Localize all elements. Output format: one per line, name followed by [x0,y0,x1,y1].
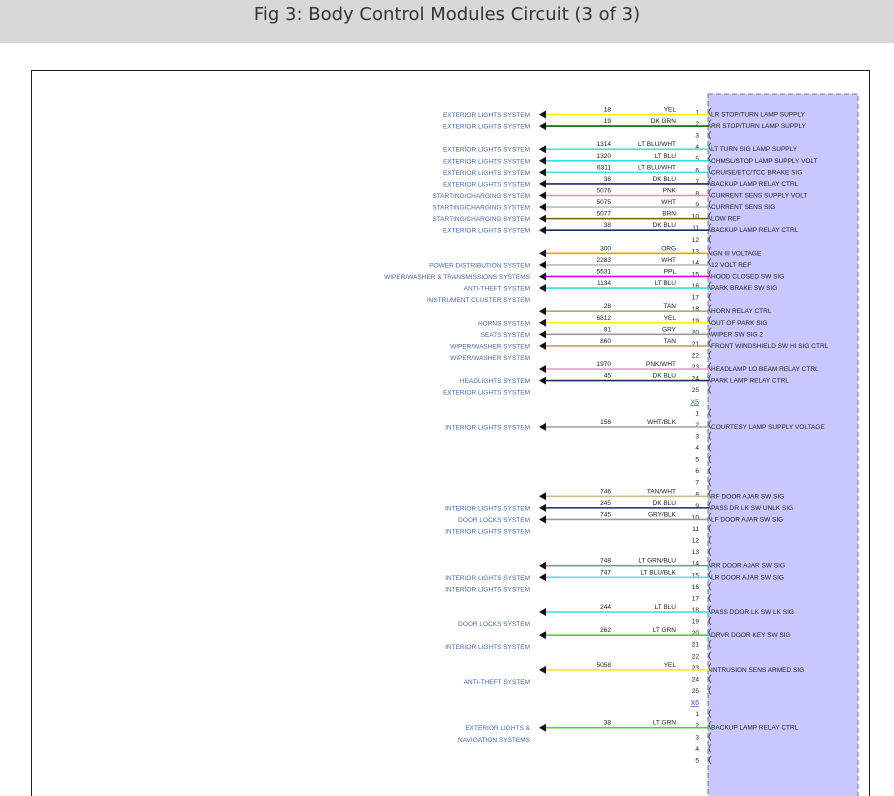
wiring-diagram [32,71,870,796]
pin-number: 18 [691,607,699,615]
system-link[interactable]: INTERIOR LIGHTS SYSTEM [445,505,530,513]
pin-function-label: LOW REF [711,215,741,223]
wire-color-code: LT BLU/BLK [640,569,676,577]
pin-function-label: PARK BRAKE SW SIG [711,285,778,293]
wire-color-code: YEL [663,314,676,322]
circuit-number: 5077 [596,210,611,218]
pin-function-label: CRUISE/ETC/TCC BRAKE SIG [711,169,803,177]
system-link[interactable]: HORNS SYSTEM [477,320,530,328]
arrow-icon [539,191,546,199]
pin-number: 21 [691,641,699,649]
connector-label-x5[interactable]: X5 [690,399,699,407]
pin-number: 4 [695,144,699,152]
arrow-icon [539,168,546,176]
pin-number: 14 [691,259,699,267]
pin-number: 9 [695,502,699,510]
pin-function-label: CURRENT SENS SIG [711,204,776,212]
circuit-number: 747 [600,569,611,577]
system-link[interactable]: EXTERIOR LIGHTS SYSTEM [442,181,530,189]
wire-color-code: DK BLU [652,499,676,507]
arrow-icon [539,666,546,674]
connector-label-x6[interactable]: X6 [690,700,699,708]
wire-color-code: DK BLU [652,175,676,183]
pin-function-label: HOOD CLOSED SW SIG [711,273,785,281]
arrow-icon [539,515,546,523]
pin-function-label: LR STOP/TURN LAMP SUPPLY [711,111,805,119]
pin-function-label: WIPER SW SIG 2 [711,331,764,339]
pin-number: 17 [691,294,699,302]
circuit-number: 5075 [596,199,611,207]
pin-function-label: LR DOOR AJAR SW SIG [711,574,784,582]
wire-color-code: GRY/BLK [647,511,676,519]
pin-function-label: COURTESY LAMP SUPPLY VOLTAGE [711,423,825,431]
arrow-icon [539,365,546,373]
pin-number: 8 [695,190,699,198]
arrow-icon [539,342,546,350]
arrow-icon [539,261,546,269]
system-link[interactable]: ANTI-THEFT SYSTEM [463,678,530,686]
arrow-icon [539,724,546,732]
wire-color-code: DK BLU [652,372,676,380]
wire-color-code: LT BLU [654,152,676,160]
wire-color-code: ORG [661,245,676,253]
system-link[interactable]: DOOR LOCKS SYSTEM [458,516,530,524]
wire-color-code: LT BLU [654,604,676,612]
pin-number: 4 [695,445,699,453]
pin-number: 9 [695,202,699,210]
circuit-number: 156 [600,418,611,426]
wire-color-code: LT BLU/WHT [637,164,676,172]
arrow-icon [539,573,546,581]
arrow-icon [539,180,546,188]
pin-number: 23 [691,664,699,672]
system-link[interactable]: EXTERIOR LIGHTS SYSTEM [442,169,530,177]
circuit-number: 18 [603,106,611,114]
system-link[interactable]: EXTERIOR LIGHTS SYSTEM [442,158,530,166]
system-link[interactable]: STARTING/CHARGING SYSTEM [432,204,530,212]
wire-color-code: TAN [663,303,676,311]
pin-number: 20 [691,329,699,337]
pin-number: 24 [691,676,699,684]
pin-number: 18 [691,306,699,314]
pin-number: 7 [695,479,699,487]
pin-function-label: LF DOOR AJAR SW SIG [711,516,784,524]
pin-number: 4 [695,745,699,753]
pin-function-label: BACKUP LAMP RELAY CTRL [711,724,799,732]
circuit-number: 1320 [596,152,611,160]
system-link[interactable]: INTERIOR LIGHTS SYSTEM [445,424,530,432]
circuit-number: 38 [603,719,611,727]
system-link[interactable]: POWER DISTRIBUTION SYSTEM [429,262,530,270]
wire-color-code: TAN/WHT [646,488,676,496]
pin-number: 21 [691,340,699,348]
circuit-number: 245 [600,499,611,507]
arrow-icon [539,504,546,512]
pin-function-label: BACKUP LAMP RELAY CTRL [711,227,799,235]
arrow-icon [539,307,546,315]
pin-number: 10 [691,213,699,221]
pin-number: 10 [691,514,699,522]
system-link[interactable]: STARTING/CHARGING SYSTEM [432,216,530,224]
wire-color-code: LT BLU [654,280,676,288]
pin-function-label: CHMSL/STOP LAMP SUPPLY VOLT [711,157,818,165]
pin-number: 12 [691,236,699,244]
pin-number: 5 [695,757,699,765]
pin-function-label: 12 VOLT REF [711,261,752,269]
circuit-number: 300 [600,245,611,253]
pin-number: 1 [695,109,699,117]
pin-function-label: CURRENT SENS SUPPLY VOLT [711,192,808,200]
pin-number: 20 [691,630,699,638]
wire-color-code: BRN [662,210,676,218]
system-link[interactable]: NAVIGATION SYSTEMS [458,736,530,744]
system-link[interactable]: EXTERIOR LIGHTS SYSTEM [442,389,530,397]
arrow-icon [539,319,546,327]
pin-number: 14 [691,560,699,568]
circuit-number: 45 [603,372,611,380]
pin-number: 3 [695,433,699,441]
pin-number: 6 [695,167,699,175]
circuit-number: 244 [600,604,611,612]
pin-function-label: HEADLAMP LO BEAM RELAY CTRL [711,366,819,374]
page-title: Fig 3: Body Control Modules Circuit (3 of 3) [253,4,641,25]
pin-function-label: PASS DOOR LK SW LK SIG [711,609,794,617]
wire-color-code: WHT [661,256,676,264]
system-link[interactable]: INTERIOR LIGHTS SYSTEM [445,574,530,582]
pin-number: 11 [692,225,699,233]
wire-color-code: LT GRN [652,719,676,727]
system-link[interactable]: WIPER/WASHER SYSTEM [450,343,530,351]
wire-color-code: WHT/BLK [647,418,676,426]
pin-number: 11 [692,526,699,534]
wire-color-code: YEL [663,661,676,669]
pin-number: 5 [695,456,699,464]
wire-color-code: YEL [663,106,676,114]
wire-color-code: LT GRN/BLU [638,557,676,565]
system-link[interactable]: STARTING/CHARGING SYSTEM [432,192,530,200]
circuit-number: 2283 [596,256,611,264]
system-link[interactable]: INSTRUMENT CLUSTER SYSTEM [426,297,530,305]
pin-function-label: LT TURN SIG LAMP SUPPLY [711,146,798,154]
arrow-icon [539,562,546,570]
pin-function-label: OUT OF PARK SIG [711,319,768,327]
pin-function-label: DRVR DOOR KEY SW SIG [711,632,791,640]
pin-number: 16 [691,283,699,291]
arrow-icon [539,215,546,223]
pin-number: 5 [695,155,699,163]
arrow-icon [539,631,546,639]
arrow-icon [539,145,546,153]
wire-color-code: TAN [663,337,676,345]
wire-color-code: GRY [662,326,676,334]
circuit-number: 6311 [597,164,611,172]
arrow-icon [539,122,546,130]
arrow-icon [539,284,546,292]
pin-number: 1 [695,711,699,719]
pin-number: 2 [695,121,699,129]
circuit-number: 1970 [596,361,611,369]
pin-function-label: PARK LAMP RELAY CTRL [711,377,789,385]
pin-function-label: FRONT WINDSHIELD SW HI SIG CTRL [711,342,829,350]
arrow-icon [539,377,546,385]
pin-number: 15 [691,271,699,279]
arrow-icon [539,111,546,119]
system-link[interactable]: INTERIOR LIGHTS SYSTEM [445,528,530,536]
pin-number: 1 [695,410,699,418]
circuit-number: 28 [603,303,611,311]
wire-color-code: PNK [662,187,676,195]
wire-color-code: DK BLU [652,222,676,230]
system-link[interactable]: WIPER/WASHER SYSTEM [450,354,530,362]
circuit-number: 5058 [596,661,611,669]
system-link[interactable]: EXTERIOR LIGHTS SYSTEM [442,227,530,235]
circuit-number: 748 [600,557,611,565]
pin-function-label: BACKUP LAMP RELAY CTRL [711,180,799,188]
circuit-number: 6812 [596,314,611,322]
pin-number: 2 [695,421,699,429]
arrow-icon [539,330,546,338]
pin-number: 22 [691,653,699,661]
circuit-number: 5076 [596,187,611,195]
pin-number: 7 [695,178,699,186]
circuit-number: 5531 [596,268,611,276]
circuit-number: 91 [603,326,611,334]
circuit-number: 1314 [596,141,611,149]
pin-number: 15 [691,572,699,580]
system-link[interactable]: INTERIOR LIGHTS SYSTEM [445,644,530,652]
arrow-icon [539,203,546,211]
system-link[interactable]: SEATS SYSTEM [480,331,530,339]
system-link[interactable]: ANTI-THEFT SYSTEM [463,285,530,293]
circuit-number: 38 [603,175,611,183]
circuit-number: 746 [600,488,611,496]
pin-number: 13 [691,549,699,557]
circuit-number: 262 [600,627,611,635]
wire-color-code: DK GRN [650,118,676,126]
system-link[interactable]: INTERIOR LIGHTS SYSTEM [445,586,530,594]
page-header [0,0,894,43]
arrow-icon [539,608,546,616]
pin-number: 12 [691,537,699,545]
pin-function-label: RR DOOR AJAR SW SIG [711,562,786,570]
pin-function-label: RF DOOR AJAR SW SIG [711,493,785,501]
pin-number: 13 [691,248,699,256]
diagram-frame [31,70,870,796]
wire-color-code: PNK/WHT [646,361,676,369]
system-link[interactable]: EXTERIOR LIGHTS SYSTEM [442,146,530,154]
arrow-icon [539,226,546,234]
wire-color-code: PPL [663,268,676,276]
system-link[interactable]: DOOR LOCKS SYSTEM [458,621,530,629]
arrow-icon [539,423,546,431]
pin-function-label: HORN RELAY CTRL [711,308,772,316]
pin-number: 8 [695,491,699,499]
pin-function-label: RR STOP/TURN LAMP SUPPLY [711,123,806,131]
system-link[interactable]: EXTERIOR LIGHTS & [465,725,530,733]
system-link[interactable]: WIPER/WASHER & TRANSMISSIONS SYSTEMS [384,273,530,281]
wire-color-code: WHT [661,199,676,207]
pin-function-label: PASS DR LK SW UNLK SIG [711,504,794,512]
arrow-icon [539,157,546,165]
system-link[interactable]: EXTERIOR LIGHTS SYSTEM [442,112,530,119]
pin-number: 3 [695,132,699,140]
pin-number: 6 [695,468,699,476]
pin-function-label: INTRUSION SENS ARMED SIG [711,666,805,674]
pin-function-label: IGN III VOLTAGE [711,250,762,258]
wire-color-code: LT GRN [652,627,676,635]
system-link[interactable]: HEADLIGHTS SYSTEM [459,378,530,386]
circuit-number: 19 [603,118,611,126]
circuit-number: 860 [600,337,611,345]
circuit-number: 745 [600,511,611,519]
pin-number: 19 [691,317,699,325]
arrow-icon [539,272,546,280]
pin-number: 3 [695,734,699,742]
pin-number: 25 [691,688,699,695]
pin-number: 19 [691,618,699,626]
pin-number: 23 [691,364,699,372]
pin-number: 22 [691,352,699,360]
pin-number: 16 [691,583,699,591]
pin-number: 17 [691,595,699,603]
wire-color-code: LT BLU/WHT [637,141,676,149]
arrow-icon [539,249,546,257]
arrow-icon [539,492,546,500]
system-link[interactable]: EXTERIOR LIGHTS SYSTEM [442,123,530,131]
pin-number: 2 [695,722,699,730]
circuit-number: 1134 [597,280,611,288]
pin-number: 25 [691,387,699,395]
circuit-number: 38 [603,222,611,230]
pin-number: 24 [691,375,699,383]
